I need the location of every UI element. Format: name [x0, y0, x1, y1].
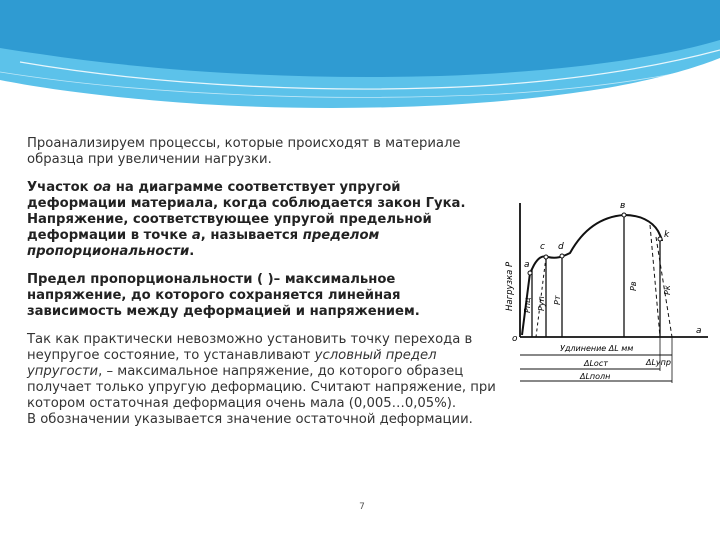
point-d-marker — [560, 254, 564, 258]
stress-strain-curve — [522, 215, 662, 335]
paragraph-oa-section — [27, 180, 499, 260]
stress-strain-diagram — [500, 195, 712, 385]
label-point-d: d — [558, 242, 564, 252]
point-v-marker — [622, 213, 626, 217]
label-point-k: k — [664, 230, 670, 240]
text-segment: на диаграмме соответствует упругой деформации материала, когда соблюдается закон Гука. Напряжение, соответствующее упругой предельной деформации в точке — [27, 180, 466, 243]
label-pk: Pк — [663, 285, 672, 295]
y-axis-label: Нагрузка P — [505, 261, 515, 311]
label-point-c: с — [540, 242, 545, 252]
paragraph-intro: Проанализируем процессы, которые происходят в материале образца при увеличении нагрузки. — [27, 136, 461, 167]
text-segment: . — [189, 244, 195, 259]
label-point-v: в — [620, 201, 626, 211]
point-a-marker — [528, 271, 532, 275]
label-pup: Pуп — [537, 296, 546, 311]
label-point-a2: а — [696, 326, 702, 336]
point-c-marker — [544, 255, 548, 259]
term-point-a: а — [191, 228, 201, 243]
term-proportionality-limit: пределом пропорциональности — [27, 228, 380, 259]
unload-line-v — [650, 225, 660, 337]
point-k-marker — [658, 237, 662, 241]
paragraph-elastic-limit — [27, 332, 499, 412]
paragraph-definition: Предел пропорциональности ( )– максимальное напряжение, до которого сохраняется линейная зависимость между деформацией и напряжением. — [27, 272, 420, 319]
label-point-a: а — [524, 260, 530, 270]
label-point-o: о — [512, 334, 518, 344]
page-number: 7 — [359, 502, 365, 512]
paragraph-notation: В обозначении указывается значение остаточной деформации. — [27, 412, 473, 427]
text-segment: , – максимальное напряжение, до которого образец получает только упругую деформацию. Считают напряжение, при котором остаточная деформация очень мала (0,005…0,05%). — [27, 364, 496, 411]
text-segment: , называется — [200, 228, 303, 243]
body-text — [27, 136, 499, 428]
dim-label-ost: ΔLост — [584, 359, 608, 368]
x-axis-label: Удлинение ΔL мм — [560, 344, 634, 353]
dim-label-upr: ΔLупр — [646, 358, 671, 367]
dim-label-poln: ΔLполн — [580, 372, 611, 381]
text-segment: Так как практически невозможно установить точку перехода в неупругое состояние, то устанавливают — [27, 332, 473, 363]
header-wave-decoration — [0, 0, 720, 130]
text-segment: Участок — [27, 180, 94, 195]
term-oa: оа — [93, 180, 112, 195]
label-ppc: Pпц — [523, 297, 532, 313]
label-pv: Pв — [629, 281, 638, 291]
label-pt: Pт — [553, 295, 562, 305]
term-elastic-limit: условный предел упругости — [27, 348, 437, 379]
